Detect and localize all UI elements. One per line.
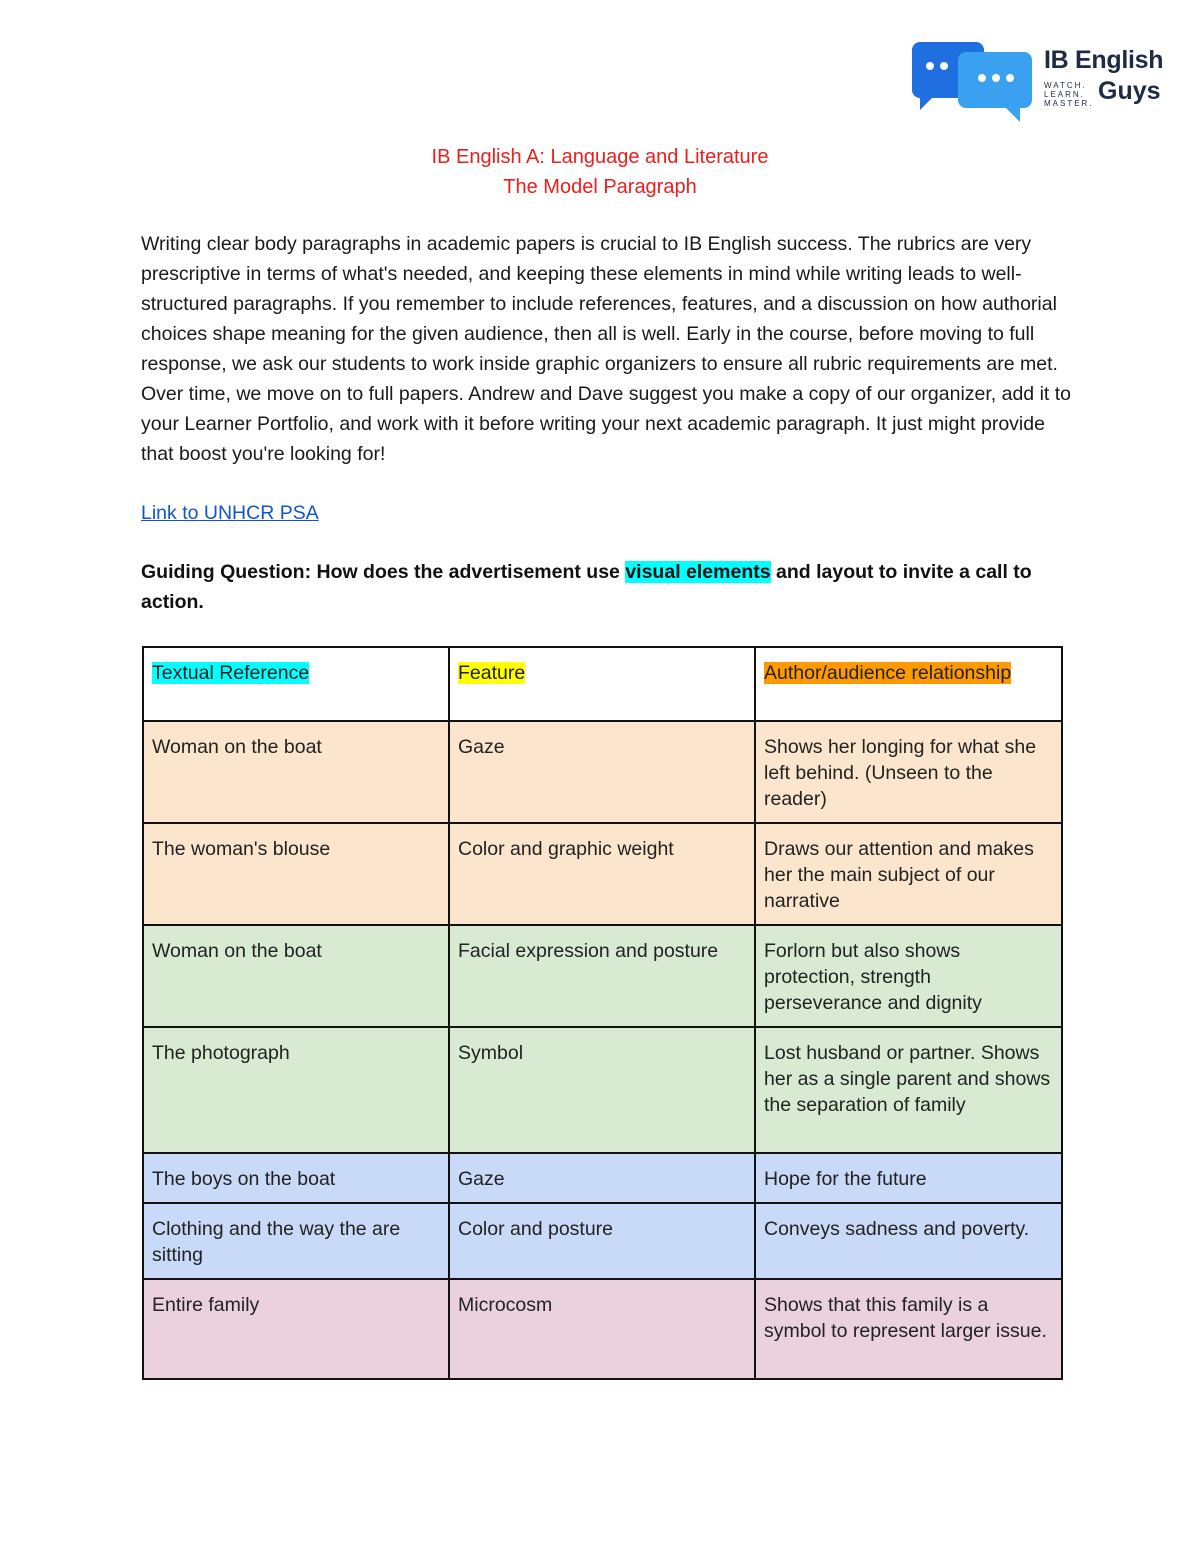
title-line-2: The Model Paragraph: [503, 176, 697, 198]
table-cell: Shows her longing for what she left behind. (Unseen to the reader): [755, 721, 1062, 823]
unhcr-psa-link[interactable]: Link to UNHCR PSA: [141, 502, 319, 524]
table-row: [143, 1027, 1062, 1153]
table-cell: Shows that this family is a symbol to represent larger issue.: [755, 1279, 1062, 1379]
table-row: [143, 925, 1062, 1027]
table-cell: Color and graphic weight: [449, 823, 755, 925]
table-cell: Symbol: [449, 1027, 755, 1153]
header-cell: Textual Reference: [143, 647, 449, 721]
graphic-organizer-table: [142, 646, 1063, 1380]
table-cell: Clothing and the way the are sitting: [143, 1203, 449, 1279]
table-row: [143, 823, 1062, 925]
table-cell: Entire family: [143, 1279, 449, 1379]
table-row: [143, 1153, 1062, 1203]
table-cell: Forlorn but also shows protection, strength perseverance and dignity: [755, 925, 1062, 1027]
logo-suffix: Guys: [1098, 77, 1161, 105]
table-cell: The woman's blouse: [143, 823, 449, 925]
table-cell: Lost husband or partner. Shows her as a single parent and shows the separation of family: [755, 1027, 1062, 1153]
table-cell: Facial expression and posture: [449, 925, 755, 1027]
table-cell: Woman on the boat: [143, 925, 449, 1027]
page-title: [0, 142, 1200, 202]
table-cell: The boys on the boat: [143, 1153, 449, 1203]
table-row: [143, 1279, 1062, 1379]
table-cell: Hope for the future: [755, 1153, 1062, 1203]
table-cell: Microcosm: [449, 1279, 755, 1379]
table-cell: Draws our attention and makes her the main subject of our narrative: [755, 823, 1062, 925]
table-cell: Gaze: [449, 1153, 755, 1203]
header-cell: Feature: [449, 647, 755, 721]
table-row: [143, 721, 1062, 823]
guiding-question: Guiding Question: How does the advertisement use visual elements and layout to invite a call to action.: [141, 561, 1032, 613]
header-cell: Author/audience relationship: [755, 647, 1062, 721]
highlighted-term: visual elements: [625, 561, 771, 583]
table-cell: The photograph: [143, 1027, 449, 1153]
logo-title: IB English: [1044, 46, 1164, 74]
table-header-row: [143, 647, 1062, 721]
table-cell: Gaze: [449, 721, 755, 823]
table-cell: Woman on the boat: [143, 721, 449, 823]
title-line-1: IB English A: Language and Literature: [431, 146, 769, 168]
table-cell: Conveys sadness and poverty.: [755, 1203, 1062, 1279]
ib-english-guys-logo: [910, 36, 1170, 126]
table-cell: Color and posture: [449, 1203, 755, 1279]
logo-tagline: WATCH. LEARN. MASTER.: [1044, 81, 1094, 108]
table-row: [143, 1203, 1062, 1279]
intro-paragraph: Writing clear body paragraphs in academic papers is crucial to IB English success. The rubrics are very prescriptive in terms of what's needed, and keeping these elements in mind while writing leads to well-structured paragraphs. If you remember to include references, features, and a discussion on how authorial choices shape meaning for the given audience, then all is well. Early in the course, before moving to full response, we ask our students to work inside graphic organizers to ensure all rubric requirements are met. Over time, we move on to full papers. Andrew and Dave suggest you make a copy of our organizer, add it to your Learner Portfolio, and work with it before writing your next academic paragraph. It just might provide that boost you're looking for!: [141, 233, 1072, 465]
chat-bubbles-icon: [910, 36, 1040, 126]
